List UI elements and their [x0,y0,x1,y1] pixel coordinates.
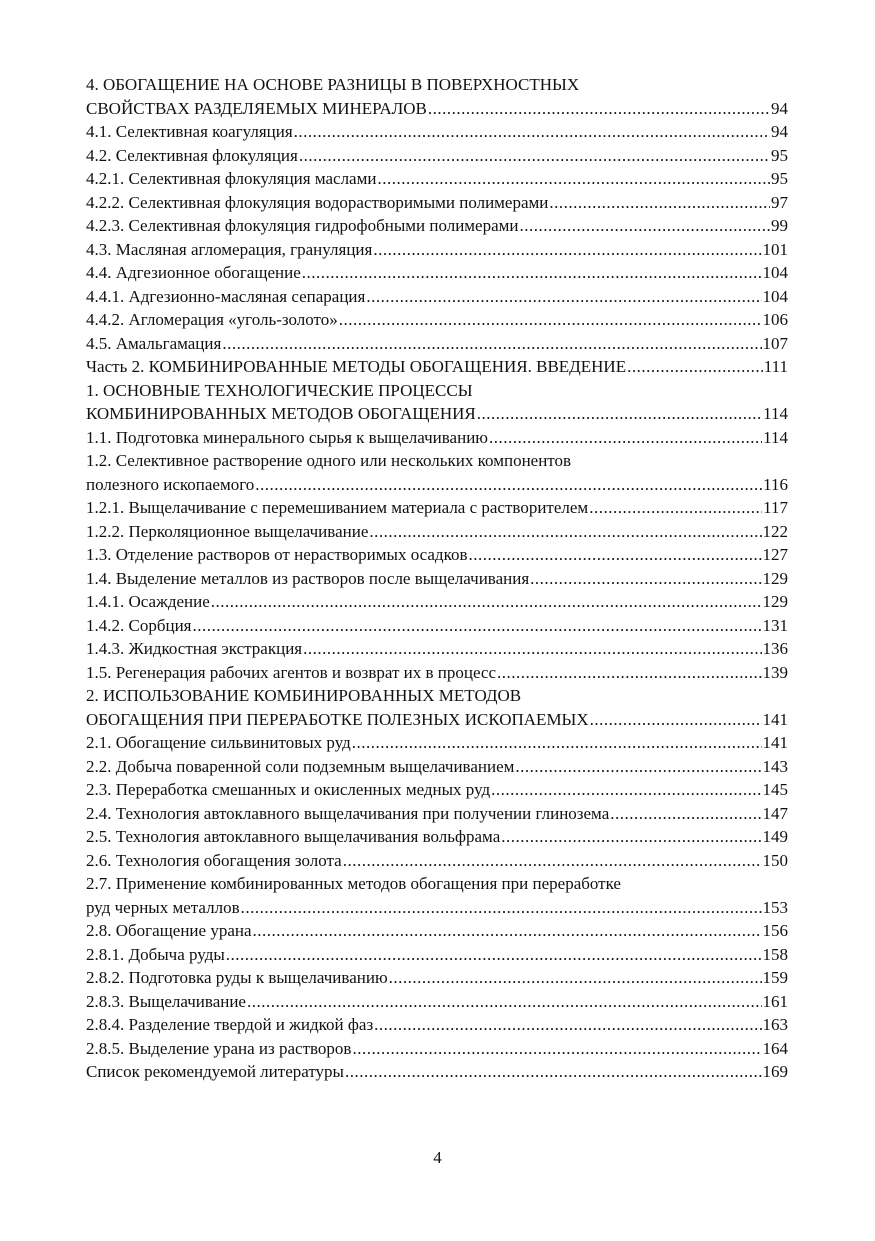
dot-leader [489,426,762,450]
toc-entry-title: Список рекомендуемой литературы [86,1062,344,1081]
toc-entry-leader-line [86,1037,788,1061]
toc-entry-title: 2.6. Технология обогащения золота [86,850,342,870]
dot-leader [343,849,762,873]
dot-leader [211,590,762,614]
toc-entry-leader-line [86,238,788,262]
dot-leader [515,755,761,779]
dot-leader [352,731,762,755]
dot-leader [294,120,770,144]
toc-entry-leader-line [86,144,788,168]
toc-entry-title: 1.5. Регенерация рабочих агентов и возврат их в процесс [86,662,497,682]
toc-entry-title: 1.2.2. Перколяционное выщелачивание [86,521,369,541]
toc-entry-leader-line [86,97,788,121]
dot-leader [222,332,761,356]
dot-leader [369,520,761,544]
toc-entry [86,825,788,849]
toc-entry-title-line [86,872,788,896]
dot-leader [241,896,762,920]
toc-entry [86,426,788,450]
toc-entry-leader-line [86,543,788,567]
toc-entry [86,520,788,544]
toc-entry-title: 4.1. Селективная коагуляция [86,122,293,141]
toc-entry-title: 4.3. Масляная агломерация, грануляция [86,239,373,259]
toc-entry [86,167,788,191]
toc-entry-leader-line [86,426,788,450]
dot-leader [193,614,762,638]
toc-entry-title: 2.5. Технология автоклавного выщелачивания вольфрама [86,827,501,846]
toc-entry-title: СВОЙСТВАХ РАЗДЕЛЯЕМЫХ МИНЕРАЛОВ [86,98,427,118]
dot-leader [477,402,762,426]
toc-entry-title: 2.8.4. Разделение твердой и жидкой фаз [86,1015,374,1034]
toc-entry-title: 1.2. Селективное растворение одного или нескольких компонентов [86,451,572,470]
toc-entry [86,214,788,238]
toc-page-number: 101 [762,239,788,259]
toc-page-number: 94 [771,122,788,141]
toc-entry [86,872,788,919]
toc-entry-leader-line [86,191,788,215]
toc-entry-title: 4.2.1. Селективная флокуляция маслами [86,169,377,188]
toc-entry [86,73,788,120]
toc-entry-title: 1.3. Отделение растворов от нерастворимых осадков [86,545,468,564]
toc-entry-title: 1.4.3. Жидкостная экстракция [86,639,303,658]
toc-entry [86,1060,788,1084]
toc-page-number: 145 [762,780,788,799]
toc-page-number: 116 [763,474,788,494]
dot-leader [352,1037,761,1061]
toc-page-number: 114 [763,427,788,447]
dot-leader [299,144,770,168]
toc-page-number: 159 [762,968,788,987]
toc-page-number: 117 [763,498,788,517]
toc-entry [86,919,788,943]
toc-entry-title: Часть 2. КОМБИНИРОВАННЫЕ МЕТОДЫ ОБОГАЩЕНИЯ. ВВЕДЕНИЕ [86,357,627,376]
toc-entry [86,496,788,520]
toc-page-number: 141 [762,733,788,752]
toc-page-number: 131 [762,615,788,635]
toc-entry-title: 2.1. Обогащение сильвинитовых руд [86,733,351,752]
dot-leader [428,97,770,121]
toc-entry [86,778,788,802]
toc-page-number: 97 [771,192,788,212]
dot-leader [366,285,761,309]
dot-leader [469,543,762,567]
toc-entry-leader-line [86,261,788,285]
toc-entry [86,449,788,496]
toc-entry-title: 2.4. Технология автоклавного выщелачивания при получении глинозема [86,803,610,823]
toc-entry-leader-line [86,919,788,943]
toc-entry-title: 1. ОСНОВНЫЕ ТЕХНОЛОГИЧЕСКИЕ ПРОЦЕССЫ [86,380,473,400]
toc-entry-leader-line [86,896,788,920]
toc-entry [86,355,788,379]
toc-entry-leader-line [86,567,788,591]
toc-entry-leader-line [86,708,788,732]
toc-page-number: 114 [763,404,788,423]
toc-entry [86,943,788,967]
toc-entry-leader-line [86,167,788,191]
toc-entry-title: 2.8. Обогащение урана [86,921,252,940]
toc-entry-title-line [86,73,788,97]
dot-leader [589,496,762,520]
toc-page-number: 150 [762,850,788,870]
toc-entry-title: 1.2.1. Выщелачивание с перемешиванием материала с растворителем [86,498,589,517]
toc-page-number: 143 [762,756,788,776]
dot-leader [491,778,761,802]
dot-leader [501,825,761,849]
toc-page-number: 158 [762,944,788,964]
toc-entry [86,191,788,215]
dot-leader [339,308,762,332]
dot-leader [255,473,762,497]
toc-entry-leader-line [86,614,788,638]
toc-page-number: 129 [762,568,788,588]
toc-entry-title: КОМБИНИРОВАННЫХ МЕТОДОВ ОБОГАЩЕНИЯ [86,404,476,423]
dot-leader [226,943,762,967]
toc-page-number: 95 [771,145,788,165]
toc-page-number: 153 [762,897,788,917]
toc-entry-title: 1.4. Выделение металлов из растворов после выщелачивания [86,568,530,588]
toc-entry-title: 2.2. Добыча поваренной соли подземным выщелачиванием [86,756,515,776]
toc-entry-title-line [86,379,788,403]
dot-leader [303,637,761,661]
toc-entry [86,144,788,168]
toc-entry [86,308,788,332]
toc-entry-title: 4.2.3. Селективная флокуляция гидрофобными полимерами [86,216,519,235]
toc-entry-leader-line [86,825,788,849]
toc-entry [86,684,788,731]
toc-page-number: 106 [762,310,788,329]
toc-entry-leader-line [86,402,788,426]
toc-entry-leader-line [86,496,788,520]
toc-entry-title: полезного ископаемого [86,474,255,494]
toc-entry-leader-line [86,637,788,661]
toc-page-number: 95 [771,169,788,188]
toc-entry-leader-line [86,755,788,779]
toc-entry-leader-line [86,285,788,309]
toc-entry [86,379,788,426]
toc-entry [86,285,788,309]
toc-entry-leader-line [86,1013,788,1037]
dot-leader [497,661,761,685]
toc-page-number: 156 [762,921,788,940]
dot-leader [373,238,761,262]
toc-page-number: 99 [771,216,788,235]
dot-leader [610,802,761,826]
toc-page-number: 136 [762,639,788,658]
dot-leader [549,191,770,215]
toc-entry-title: 4.4. Адгезионное обогащение [86,263,301,282]
toc-page-number: 164 [762,1038,788,1058]
toc-entry-leader-line [86,332,788,356]
toc-entry [86,637,788,661]
dot-leader [345,1060,762,1084]
page-number: 4 [433,1148,442,1167]
dot-leader [253,919,762,943]
toc-entry-title-line [86,449,788,473]
toc-entry-leader-line [86,966,788,990]
toc-entry-leader-line [86,520,788,544]
dot-leader [520,214,770,238]
toc-entry-title: 2.7. Применение комбинированных методов обогащения при переработке [86,874,621,893]
toc-entry [86,543,788,567]
toc-page-number: 141 [762,709,788,729]
toc-page-number: 161 [762,991,788,1011]
toc-entry-title: 1.4.2. Сорбция [86,615,192,635]
table-of-contents [86,73,788,1084]
toc-entry-title: 2.3. Переработка смешанных и окисленных медных руд [86,780,491,799]
toc-page-number: 94 [771,98,788,118]
toc-page-number: 149 [762,827,788,846]
toc-entry [86,590,788,614]
toc-entry-title: 4.4.1. Адгезионно-масляная сепарация [86,286,366,306]
dot-leader [389,966,762,990]
toc-entry-title: 2. ИСПОЛЬЗОВАНИЕ КОМБИНИРОВАННЫХ МЕТОДОВ [86,686,522,705]
toc-entry [86,1037,788,1061]
toc-entry-title: 4.4.2. Агломерация «уголь-золото» [86,310,338,329]
toc-entry [86,567,788,591]
toc-entry [86,261,788,285]
toc-page-number: 139 [762,662,788,682]
toc-entry [86,332,788,356]
toc-entry [86,731,788,755]
toc-entry-leader-line [86,943,788,967]
toc-page-number: 169 [762,1062,788,1081]
toc-entry [86,1013,788,1037]
toc-entry-title: 2.8.3. Выщелачивание [86,991,246,1011]
toc-entry [86,966,788,990]
toc-entry-leader-line [86,990,788,1014]
toc-entry [86,990,788,1014]
toc-entry [86,614,788,638]
toc-entry-leader-line [86,731,788,755]
toc-entry-title: руд черных металлов [86,897,240,917]
toc-page-number: 104 [762,263,788,282]
toc-entry-leader-line [86,355,788,379]
toc-entry-title: 4.2.2. Селективная флокуляция водорастворимыми полимерами [86,192,549,212]
toc-entry-title: 4.5. Амальгамация [86,333,222,353]
toc-entry-title: 2.8.1. Добыча руды [86,944,225,964]
toc-entry-leader-line [86,308,788,332]
toc-entry [86,238,788,262]
toc-entry-leader-line [86,802,788,826]
toc-page-number: 122 [762,521,788,541]
toc-entry-leader-line [86,661,788,685]
dot-leader [302,261,762,285]
toc-page-number: 107 [762,333,788,353]
toc-entry-leader-line [86,214,788,238]
dot-leader [590,708,762,732]
toc-page-number: 163 [762,1015,788,1034]
toc-page-number: 147 [762,803,788,823]
dot-leader [627,355,763,379]
toc-page-number: 127 [762,545,788,564]
toc-entry-leader-line [86,849,788,873]
toc-entry-leader-line [86,1060,788,1084]
toc-entry [86,849,788,873]
toc-entry-leader-line [86,120,788,144]
toc-entry-title-line [86,684,788,708]
dot-leader [530,567,761,591]
dot-leader [374,1013,761,1037]
toc-entry-title: 2.8.2. Подготовка руды к выщелачиванию [86,968,388,987]
dot-leader [377,167,770,191]
toc-entry-leader-line [86,590,788,614]
toc-entry [86,120,788,144]
toc-entry-title: 1.1. Подготовка минерального сырья к выщелачиванию [86,427,488,447]
toc-entry-title: 4.2. Селективная флокуляция [86,145,298,165]
toc-entry-title: ОБОГАЩЕНИЯ ПРИ ПЕРЕРАБОТКЕ ПОЛЕЗНЫХ ИСКОПАЕМЫХ [86,709,589,729]
dot-leader [247,990,762,1014]
toc-page-number: 104 [762,286,788,306]
toc-entry-leader-line [86,778,788,802]
toc-entry [86,802,788,826]
toc-entry-title: 4. ОБОГАЩЕНИЕ НА ОСНОВЕ РАЗНИЦЫ В ПОВЕРХНОСТНЫХ [86,75,580,94]
toc-page-number: 111 [763,357,788,376]
toc-entry-leader-line [86,473,788,497]
toc-entry-title: 2.8.5. Выделение урана из растворов [86,1038,352,1058]
toc-entry-title: 1.4.1. Осаждение [86,592,210,611]
toc-entry [86,661,788,685]
toc-entry [86,755,788,779]
toc-page-number: 129 [762,592,788,611]
